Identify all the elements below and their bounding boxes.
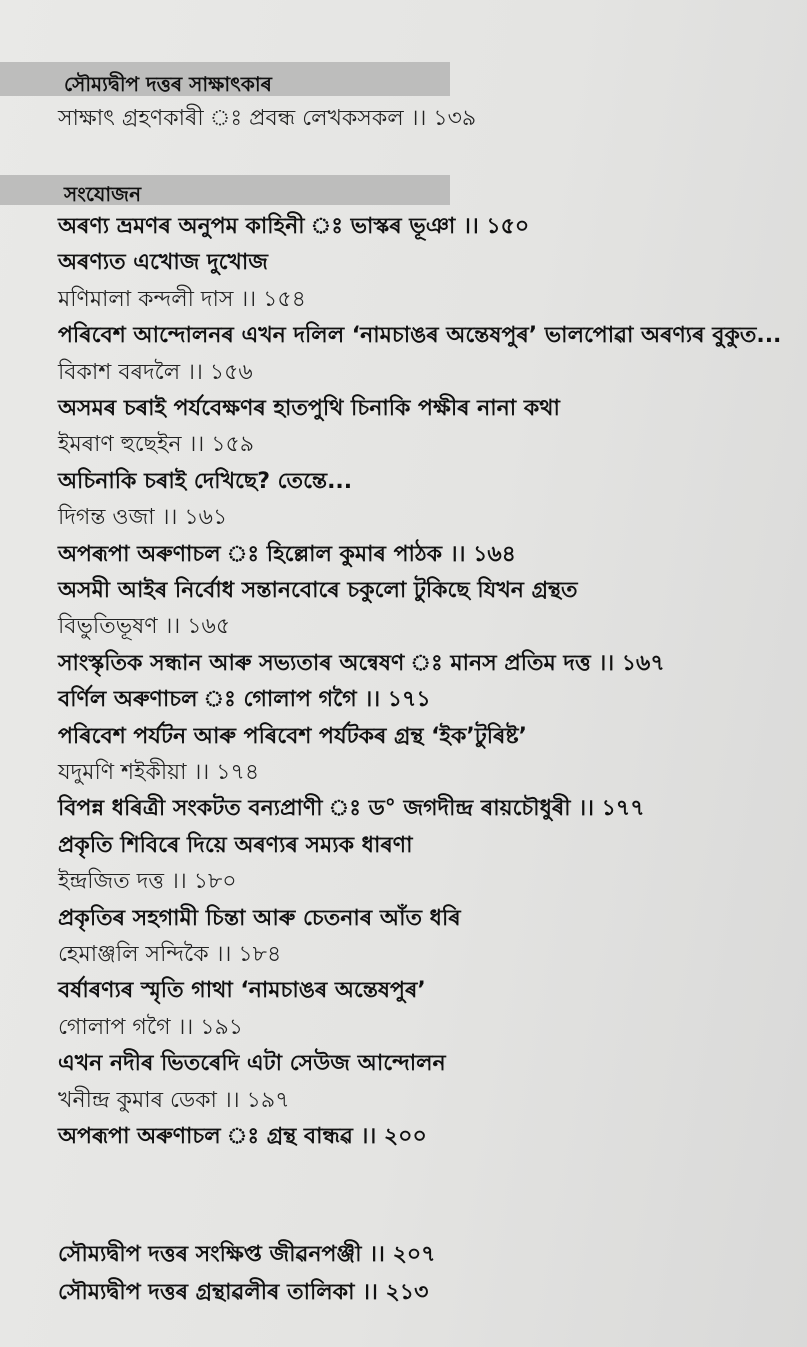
section-heading-appendix: সংযোজন bbox=[64, 182, 142, 206]
toc-entry-title: অসমৰ চৰাই পৰ্যবেক্ষণৰ হাতপুথি চিনাকি পক্ষীৰ নানা কথা bbox=[58, 396, 560, 421]
toc-entry-title: অসমী আইৰ নিৰ্বোধ সন্তানবোৰে চকুলো টুকিছে যিখন গ্ৰন্থত bbox=[58, 578, 578, 603]
section-heading-interview: সৌম্যদ্বীপ দত্তৰ সাক্ষাৎকাৰ bbox=[64, 72, 272, 96]
toc-entry-author: বিভুতিভূষণ ।। ১৬৫ bbox=[58, 614, 231, 640]
toc-entry-author: ইন্দ্ৰজিত দত্ত ।। ১৮০ bbox=[58, 869, 237, 895]
toc-entry-title: অপৰূপা অৰুণাচল ঃ হিল্লোল কুমাৰ পাঠক ।। ১৬৪ bbox=[58, 541, 516, 567]
toc-entry-title: সাংস্কৃতিক সন্ধান আৰু সভ্যতাৰ অন্বেষণ ঃ মানস প্ৰতিম দত্ত ।। ১৬৭ bbox=[58, 650, 665, 676]
toc-entry-title: বৰ্ষাৰণ্যৰ স্মৃতি গাথা ‘নামচাঙৰ অন্তেষপুৰ’ bbox=[58, 978, 426, 1004]
toc-entry-author: খনীন্দ্ৰ কুমাৰ ডেকা ।। ১৯৭ bbox=[58, 1087, 290, 1113]
toc-entry: সাক্ষাৎ গ্ৰহণকাৰী ঃ প্ৰবন্ধ লেখকসকল ।। ১৩৯ bbox=[58, 106, 477, 131]
toc-entry-title: অৰণ্য ভ্ৰমণৰ অনুপম কাহিনী ঃ ভাস্কৰ ভূঞা ।। ১৫০ bbox=[58, 214, 530, 239]
toc-entry-author: হেমাঞ্জলি সন্দিকৈ ।। ১৮৪ bbox=[58, 942, 282, 967]
toc-entry-author: মণিমালা কন্দলী দাস ।। ১৫৪ bbox=[58, 286, 306, 312]
toc-entry-title: প্ৰকৃতি শিবিৰে দিয়ে অৰণ্যৰ সম্যক ধাৰণা bbox=[58, 832, 413, 858]
toc-entry-title: অচিনাকি চৰাই দেখিছে? তেন্তে... bbox=[58, 468, 353, 494]
toc-entry-title: পৰিবেশ পৰ্যটন আৰু পৰিবেশ পৰ্যটকৰ গ্ৰন্থ ‘ইক’টুৰিষ্ট’ bbox=[58, 723, 527, 749]
toc-entry-title: প্ৰকৃতিৰ সহগামী চিন্তা আৰু চেতনাৰ আঁত ধৰি bbox=[58, 905, 461, 931]
toc-entry-title: সৌম্যদ্বীপ দত্তৰ গ্ৰন্থাৱলীৰ তালিকা ।। ২১৩ bbox=[58, 1280, 429, 1305]
toc-entry-author: গোলাপ গগৈ ।। ১৯১ bbox=[58, 1014, 244, 1040]
toc-entry-title: বিপন্ন ধৰিত্ৰী সংকটত বন্যপ্ৰাণী ঃ ড° জগদীন্দ্ৰ ৰায়চৌধুৰী ।। ১৭৭ bbox=[58, 796, 645, 822]
toc-entry-title: পৰিবেশ আন্দোলনৰ এখন দলিল ‘নামচাঙৰ অন্তেষপুৰ’ ভালপোৱা অৰণ্যৰ বুকুত... bbox=[58, 323, 782, 349]
toc-entry-title: এখন নদীৰ ভিতৰেদি এটা সেউজ আন্দোলন bbox=[58, 1051, 446, 1077]
toc-entry-author: ইমৰাণ হুছেইন ।। ১৫৯ bbox=[58, 432, 255, 458]
toc-entry-author: দিগন্ত ওজা ।। ১৬১ bbox=[58, 505, 228, 531]
toc-entry-title: সৌম্যদ্বীপ দত্তৰ সংক্ষিপ্ত জীৱনপঞ্জী ।। ২০৭ bbox=[58, 1242, 436, 1267]
toc-entry-author: যদুমণি শইকীয়া ।। ১৭৪ bbox=[58, 760, 260, 785]
toc-entry-title: অৰণ্যত এখোজ দুখোজ bbox=[58, 250, 268, 276]
toc-entry-title: বৰ্ণিল অৰুণাচল ঃ গোলাপ গগৈ ।। ১৭১ bbox=[58, 687, 431, 713]
toc-entry-title: অপৰূপা অৰুণাচল ঃ গ্ৰন্থ বান্ধৱ ।। ২০০ bbox=[58, 1124, 427, 1149]
toc-entry-author: বিকাশ বৰদলৈ ।। ১৫৬ bbox=[58, 359, 253, 385]
